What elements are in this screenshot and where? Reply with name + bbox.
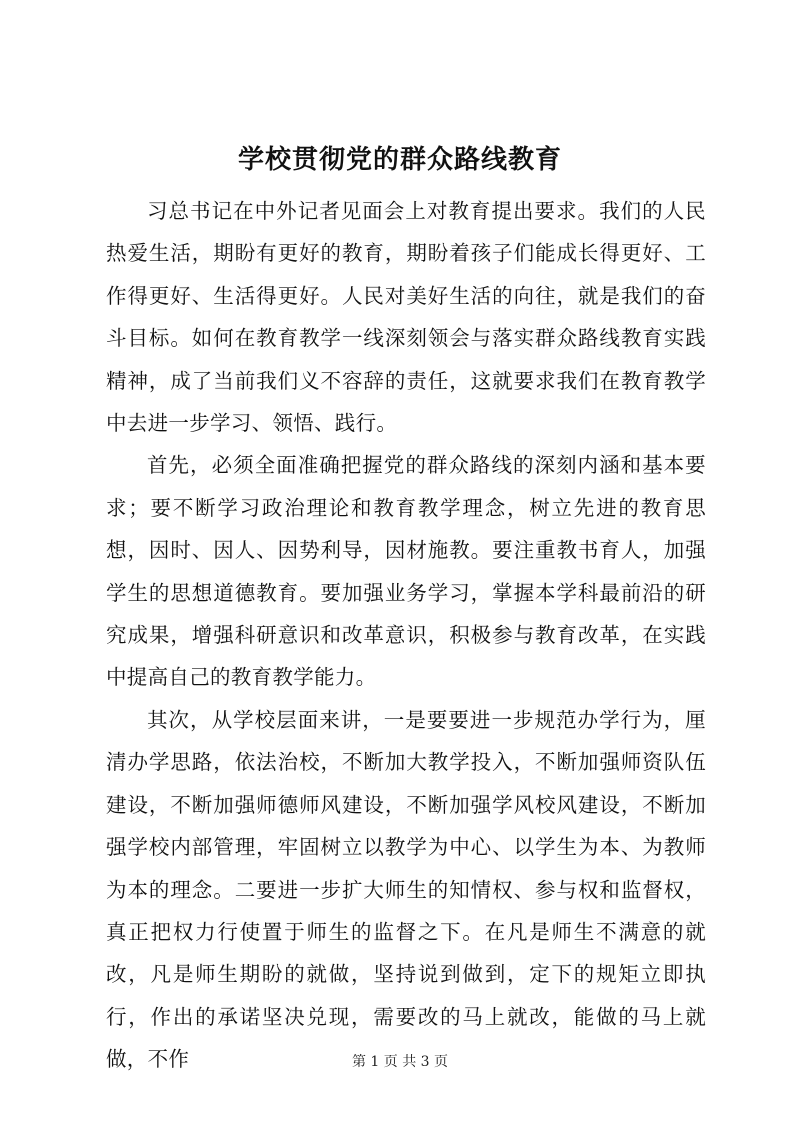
paragraph-3: 其次，从学校层面来讲，一是要要进一步规范办学行为，厘清办学思路，依法治校，不断加大教学投入，不断加强师资队伍建设，不断加强师德师风建设，不断加强学风校风建设，不断加强学校内部管理，牢固树立以教学为中心、以学生为本、为教师为本的理念。二要进一步扩大师生的知情权、参与权和监督权，真正把权力行使置于师生的监督之下。在凡是师生不满意的就改，凡是师生期盼的就做，坚持说到做到，定下的规矩立即执行，作出的承诺坚决兑现，需要改的马上就改，能做的马上就做，不作 — [106, 707, 706, 1072]
document-body — [106, 190, 706, 1081]
paragraph-1: 习总书记在中外记者见面会上对教育提出要求。我们的人民热爱生活，期盼有更好的教育，期盼着孩子们能成长得更好、工作得更好、生活得更好。人民对美好生活的向往，就是我们的奋斗目标。如何在教育教学一线深刻领会与落实群众路线教育实践精神，成了当前我们义不容辞的责任，这就要求我们在教育教学中去进一步学习、领悟、践行。 — [106, 199, 706, 436]
paragraph-2: 首先，必须全面准确把握党的群众路线的深刻内涵和基本要求；要不断学习政治理论和教育教学理念，树立先进的教育思想，因时、因人、因势利导，因材施教。要注重教书育人，加强学生的思想道德教育。要加强业务学习，掌握本学科最前沿的研究成果，增强科研意识和改革意识，积极参与教育改革，在实践中提高自己的教育教学能力。 — [106, 453, 706, 690]
document-title: 学校贯彻党的群众路线教育 — [237, 145, 562, 175]
page-number-footer: 第 1 页 共 3 页 — [351, 1054, 449, 1070]
